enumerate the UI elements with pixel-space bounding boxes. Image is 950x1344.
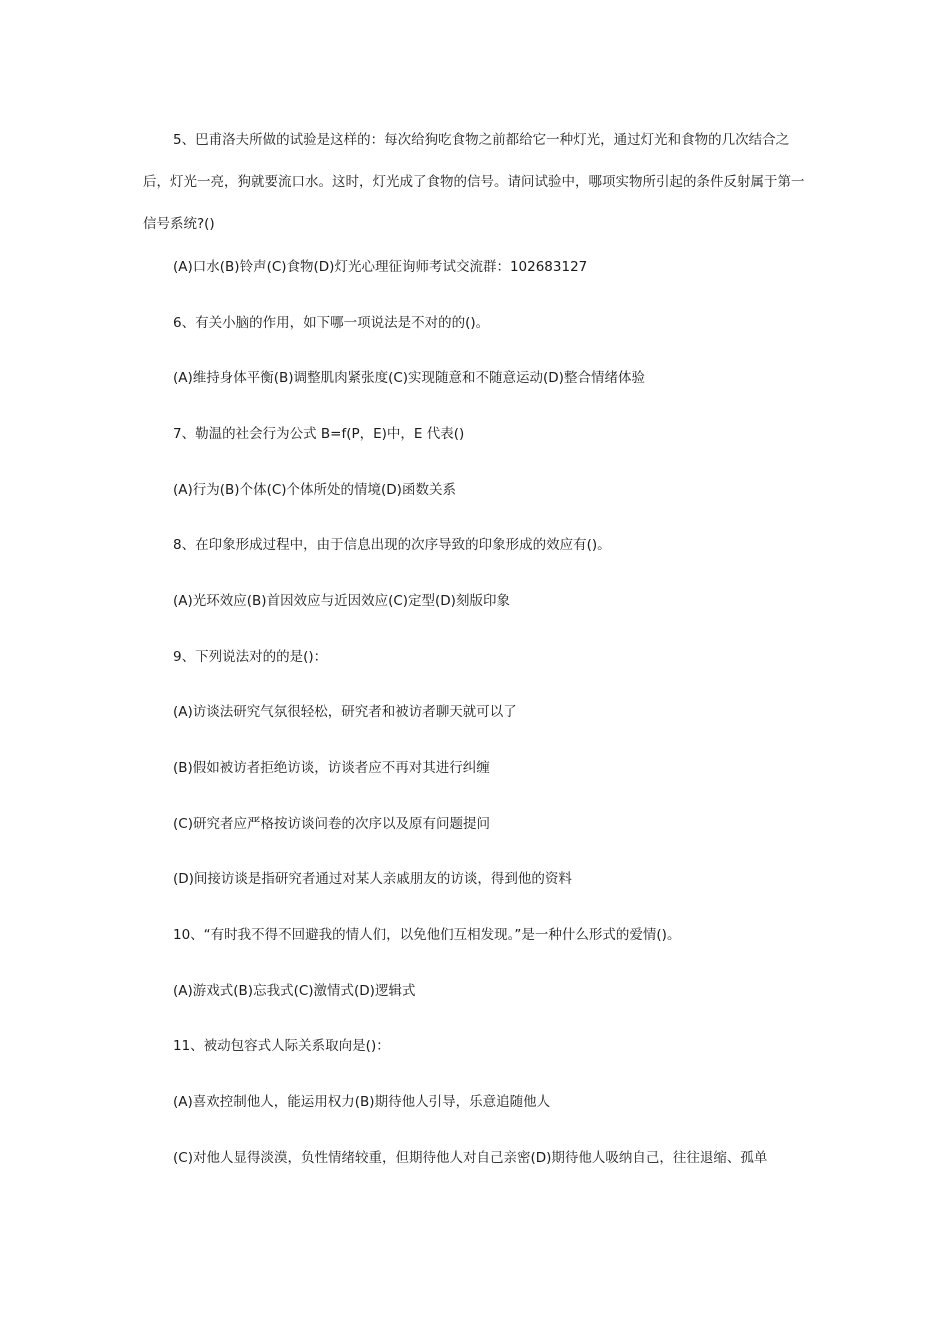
question-10-options: (A)游戏式(B)忘我式(C)激情式(D)逻辑式: [173, 983, 416, 999]
question-9-option-a: (A)访谈法研究气氛很轻松，研究者和被访者聊天就可以了: [173, 704, 517, 720]
question-9: 9、下列说法对的的是()：: [173, 649, 328, 665]
question-11: 11、被动包容式人际关系取向是()：: [173, 1038, 390, 1054]
question-8-options: (A)光环效应(B)首因效应与近因效应(C)定型(D)刻版印象: [173, 593, 510, 609]
question-8: 8、在印象形成过程中，由于信息出现的次序导致的印象形成的效应有()。: [173, 537, 611, 553]
question-11-options-ab: (A)喜欢控制他人，能运用权力(B)期待他人引导，乐意追随他人: [173, 1094, 551, 1110]
question-10: 10、“有时我不得不回避我的情人们，以免他们互相发现。”是一种什么形式的爱情()。: [173, 927, 681, 943]
question-11-options-cd: (C)对他人显得淡漠，负性情绪较重，但期待他人对自己亲密(D)期待他人吸纳自己，往往退缩、孤单: [173, 1150, 768, 1166]
question-5: 5、巴甫洛夫所做的试验是这样的：每次给狗吃食物之前都给它一种灯光，通过灯光和食物的几次结合之后，灯光一亮，狗就要流口水。这时，灯光成了食物的信号。请问试验中，哪项实物所引起的条件反射属于第一信号系统?(): [143, 132, 805, 232]
question-9-option-c: (C)研究者应严格按访谈问卷的次序以及原有问题提问: [173, 816, 490, 832]
question-9-option-d: (D)间接访谈是指研究者通过对某人亲戚朋友的访谈，得到他的资料: [173, 871, 572, 887]
question-7: 7、勒温的社会行为公式 B=f(P，E)中，E 代表(): [173, 426, 465, 442]
question-6: 6、有关小脑的作用，如下哪一项说法是不对的的()。: [173, 315, 490, 331]
question-6-options: (A)维持身体平衡(B)调整肌肉紧张度(C)实现随意和不随意运动(D)整合情绪体验: [173, 370, 645, 386]
question-7-options: (A)行为(B)个体(C)个体所处的情境(D)函数关系: [173, 482, 456, 498]
question-9-option-b: (B)假如被访者拒绝访谈，访谈者应不再对其进行纠缠: [173, 760, 490, 776]
question-5-options: (A)口水(B)铃声(C)食物(D)灯光心理征询师考试交流群：102683127: [173, 259, 588, 275]
